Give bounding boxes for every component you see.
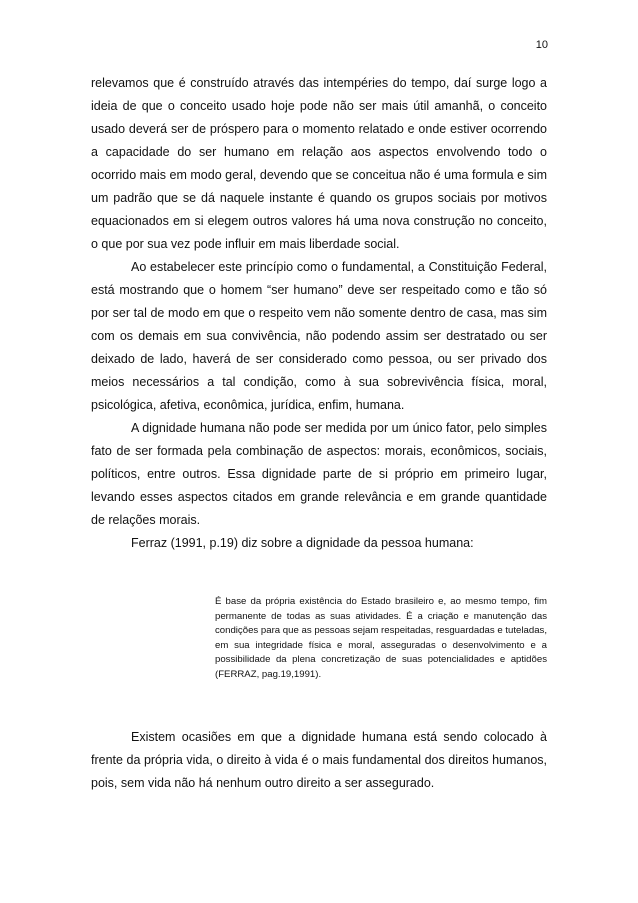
page-number: 10 [535, 39, 548, 51]
block-quote: É base da própria existência do Estado brasileiro e, ao mesmo tempo, fim permanente de todas as suas atividades. É a criação e manutenção das condições para que as pessoas sejam respeitadas, resguardadas e tuteladas, em sua integridade física e moral, asseguradas o desenvolvimento e a possibilidade da plena concretização de suas potencialidades e aptidões (FERRAZ, pag.19,1991). [215, 596, 547, 680]
paragraph-constitution: Ao estabelecer este princípio como o fundamental, a Constituição Federal, está mostrando que o homem “ser humano” deve ser respeitado como e tão só por ser tal de modo em que o respeito vem não somente dentro de casa, mas sim com os demais em sua convivência, não podendo assim ser destratado ou ser deixado de lado, haverá de ser considerado como pessoa, ou ser privado dos meios necessários a tal condição, como à sua sobrevivência física, moral, psicológica, afetiva, econômica, jurídica, enfim, humana. [91, 260, 547, 412]
closing-text-block [91, 726, 547, 795]
paragraph-ferraz-intro: Ferraz (1991, p.19) diz sobre a dignidade da pessoa humana: [131, 536, 474, 550]
main-text-block [91, 72, 547, 555]
paragraph-closing: Existem ocasiões em que a dignidade humana está sendo colocado à frente da própria vida, o direito à vida é o mais fundamental dos direitos humanos, pois, sem vida não há nenhum outro direito a ser assegurado. [91, 730, 547, 790]
paragraph-dignity: A dignidade humana não pode ser medida por um único fator, pelo simples fato de ser formada pela combinação de aspectos: morais, econômicos, sociais, políticos, entre outros. Essa dignidade parte de si próprio em primeiro lugar, levando esses aspectos citados em grande relevância e em grande quantidade de relações morais. [91, 421, 547, 527]
paragraph-continuation: relevamos que é construído através das intempéries do tempo, daí surge logo a ideia de que o conceito usado hoje pode não ser mais útil amanhã, o conceito usado deverá ser de próspero para o momento relatado e onde estiver ocorrendo a capacidade do ser humano em relação aos aspectos envolvendo todo o ocorrido mais em modo geral, devendo que se conceitua não é uma formula e sim um padrão que se dá naquele instante é quando os grupos sociais por motivos equacionados em si elegem outros valores há uma nova construção no conceito, o que por sua vez pode influir em mais liberdade social. [91, 76, 547, 251]
